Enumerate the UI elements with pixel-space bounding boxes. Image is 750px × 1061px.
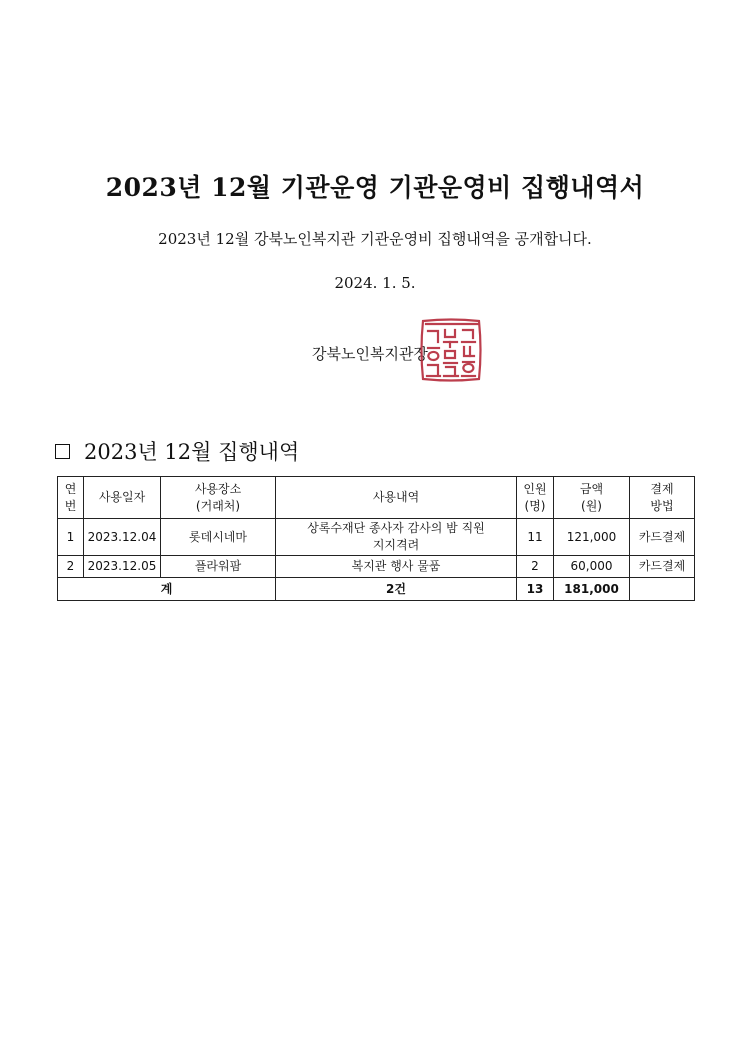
cell-detail: 복지관 행사 물품 (276, 556, 517, 578)
header-place: 사용장소 (거래처) (161, 477, 276, 519)
cell-place: 플라워팜 (161, 556, 276, 578)
table-header-row (58, 477, 695, 519)
total-amount: 181,000 (554, 578, 630, 601)
header-amount: 금액 (원) (554, 477, 630, 519)
cell-date: 2023.12.05 (84, 556, 161, 578)
cell-payment: 카드결제 (630, 519, 695, 556)
document-date: 2024. 1. 5. (334, 274, 416, 292)
organization-name: 강북노인복지관장 (312, 345, 428, 363)
cell-no: 1 (58, 519, 84, 556)
document-title: 2023년 12월 기관운영 기관운영비 집행내역서 (105, 173, 645, 202)
cell-amount: 60,000 (554, 556, 630, 578)
header-date: 사용일자 (84, 477, 161, 519)
cell-date: 2023.12.04 (84, 519, 161, 556)
cell-payment: 카드결제 (630, 556, 695, 578)
document-subtitle: 2023년 12월 강북노인복지관 기관운영비 집행내역을 공개합니다. (158, 230, 592, 248)
section-title: 2023년 12월 집행내역 (84, 440, 300, 464)
total-label: 계 (58, 578, 276, 601)
table-total-row (58, 578, 695, 601)
cell-people: 11 (517, 519, 554, 556)
table-row (58, 556, 695, 578)
official-seal-icon (418, 318, 484, 382)
total-people: 13 (517, 578, 554, 601)
header-people: 인원 (명) (517, 477, 554, 519)
table-row (58, 519, 695, 556)
cell-no: 2 (58, 556, 84, 578)
total-payment (630, 578, 695, 601)
checkbox-square-icon (55, 444, 70, 459)
cell-detail: 상록수재단 종사자 감사의 밤 직원 지지격려 (276, 519, 517, 556)
cell-people: 2 (517, 556, 554, 578)
header-payment: 결제 방법 (630, 477, 695, 519)
header-no: 연 번 (58, 477, 84, 519)
cell-place: 롯데시네마 (161, 519, 276, 556)
section-heading (55, 436, 299, 466)
cell-amount: 121,000 (554, 519, 630, 556)
header-detail: 사용내역 (276, 477, 517, 519)
expense-table (57, 476, 695, 601)
total-count: 2건 (276, 578, 517, 601)
